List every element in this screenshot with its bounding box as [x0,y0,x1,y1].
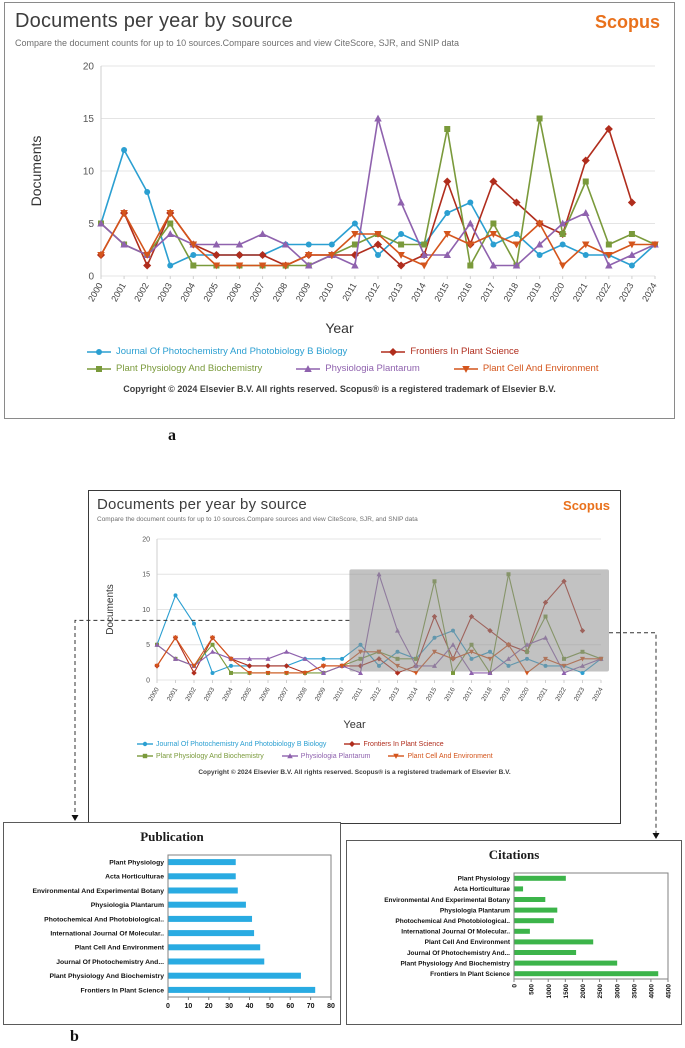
svg-text:Plant Physiology: Plant Physiology [109,859,164,867]
svg-text:2017: 2017 [461,686,476,703]
svg-text:5: 5 [88,219,94,230]
svg-text:Journal Of Photochemistry And.: Journal Of Photochemistry And... [406,949,510,957]
svg-text:Plant Physiology And Biochemis: Plant Physiology And Biochemistry [400,960,510,968]
svg-text:Journal Of Photochemistry And.: Journal Of Photochemistry And... [56,958,164,966]
svg-text:Acta Horticulturae: Acta Horticulturae [105,873,164,881]
svg-text:2000: 2000 [147,686,161,703]
svg-text:2021: 2021 [535,686,550,703]
citations-title: Citations [488,847,540,862]
svg-text:2010: 2010 [316,281,336,304]
publication-panel [3,822,341,1025]
svg-text:2004: 2004 [221,686,235,703]
svg-text:10: 10 [142,606,150,614]
svg-text:2013: 2013 [387,686,402,703]
svg-text:2017: 2017 [478,281,498,304]
svg-text:60: 60 [286,1003,295,1010]
scopus-logo[interactable]: Scopus [594,12,660,32]
svg-text:40: 40 [245,1003,254,1010]
svg-text:2012: 2012 [363,281,382,304]
svg-text:Frontiers In Plant Science: Frontiers In Plant Science [430,970,510,978]
legend-item-1[interactable] [87,346,347,357]
svg-text:2020: 2020 [517,686,531,703]
documents-line-chart [15,50,666,328]
copyright-text: Copyright © 2024 Elsevier B.V. All rights reserved. Scopus® is a registered trademark of Elsevier B.V. [123,384,556,394]
svg-text:80: 80 [327,1003,335,1010]
svg-text:2013: 2013 [386,281,405,304]
legend-label: Physiologia Plantarum [325,363,420,374]
chart-subtitle-small: Compare the document counts for up to 10 sources.Compare sources and view CiteScore, SJR, and SNIP data [97,516,418,523]
svg-text:1500: 1500 [562,984,570,999]
svg-text:0: 0 [146,677,150,685]
scopus-logo-small[interactable]: Scopus [563,498,610,513]
svg-text:2004: 2004 [178,281,198,304]
chart-legend [15,346,664,374]
svg-text:0: 0 [166,1003,170,1010]
svg-text:0: 0 [511,984,519,988]
svg-text:2010: 2010 [332,686,346,703]
svg-text:2009: 2009 [313,686,328,703]
svg-text:2016: 2016 [443,686,457,703]
svg-text:Physiologia Plantarum: Physiologia Plantarum [90,902,164,910]
svg-text:2016: 2016 [455,281,475,304]
svg-text:2005: 2005 [239,686,254,703]
figure-label-a: a [168,427,176,444]
svg-text:2009: 2009 [293,281,313,304]
svg-text:2015: 2015 [432,281,451,304]
chart-legend-small [97,740,612,760]
svg-text:10: 10 [82,166,94,178]
scopus-panel-b [88,490,621,824]
svg-text:2024: 2024 [591,686,605,703]
svg-text:Frontiers In Plant Science: Frontiers In Plant Science [80,987,164,995]
svg-text:Plant Physiology: Plant Physiology [457,875,510,883]
legend-item-4[interactable] [296,363,420,374]
svg-text:4000: 4000 [648,984,656,999]
x-axis-title: Year [325,320,354,336]
svg-text:International Journal Of Molec: International Journal Of Molecular.. [50,930,164,938]
legend-marker-icon [381,347,405,357]
svg-text:20: 20 [142,536,150,544]
svg-text:Plant Physiology And Biochemis: Plant Physiology And Biochemistry [49,973,164,981]
legend-item-3[interactable] [137,752,264,760]
svg-text:Plant Cell And Environment: Plant Cell And Environment [424,939,510,947]
legend-item-5[interactable] [388,752,492,760]
legend-label: Plant Cell And Environment [407,752,493,760]
legend-marker-icon [137,752,153,760]
svg-text:Photochemical And Photobiologi: Photochemical And Photobiological.. [44,916,164,924]
svg-text:Photochemical And Photobiologi: Photochemical And Photobiological.. [395,917,510,925]
svg-text:3000: 3000 [614,984,622,999]
svg-text:2014: 2014 [409,281,428,304]
legend-row [87,346,664,357]
svg-text:2020: 2020 [547,281,567,304]
svg-text:2015: 2015 [424,686,439,703]
svg-text:2019: 2019 [524,281,544,304]
svg-text:2001: 2001 [109,281,128,304]
chart-title-small: Documents per year by source [97,496,307,513]
legend-item-5[interactable] [454,363,599,374]
svg-text:Acta Horticulturae: Acta Horticulturae [453,886,510,894]
legend-marker-icon [137,740,153,748]
publication-bar-chart [5,849,339,1021]
legend-marker-icon [282,752,298,760]
svg-text:20: 20 [82,61,94,73]
svg-text:2022: 2022 [593,281,613,304]
chart-subtitle: Compare the document counts for up to 10 sources.Compare sources and view CiteScore, SJR, and SNIP data [15,38,460,48]
svg-text:Plant Cell And Environment: Plant Cell And Environment [74,944,164,952]
svg-text:2006: 2006 [224,281,244,304]
svg-text:2000: 2000 [86,281,105,304]
citations-panel [346,840,682,1025]
svg-text:2002: 2002 [184,686,198,703]
svg-text:2001: 2001 [165,686,180,703]
legend-label: Frontiers In Plant Science [363,740,444,748]
chart-title: Documents per year by source [15,10,293,32]
legend-label: Physiologia Plantarum [300,752,371,760]
legend-row [87,363,664,374]
svg-text:2019: 2019 [498,686,513,703]
svg-text:2007: 2007 [247,281,267,304]
svg-text:2008: 2008 [270,281,290,304]
legend-row [137,740,612,748]
svg-text:70: 70 [306,1003,315,1010]
publication-title: Publication [140,829,204,844]
legend-marker-icon [296,364,320,374]
svg-text:15: 15 [82,114,94,125]
svg-text:3500: 3500 [631,984,639,999]
svg-text:10: 10 [184,1003,193,1010]
svg-text:15: 15 [142,571,150,579]
legend-label: Frontiers In Plant Science [410,346,520,357]
svg-text:30: 30 [225,1003,234,1010]
svg-text:2018: 2018 [480,686,494,703]
svg-text:50: 50 [265,1003,274,1010]
svg-text:5: 5 [146,642,150,650]
svg-text:Environmental And Experimental: Environmental And Experimental Botany [32,887,164,895]
svg-text:2011: 2011 [340,281,359,303]
svg-text:2023: 2023 [616,281,636,304]
svg-text:International Journal Of Molec: International Journal Of Molecular.. [401,928,510,936]
legend-row [137,752,612,760]
legend-item-2[interactable] [344,740,443,748]
citations-bar-chart [348,867,680,1019]
svg-text:2014: 2014 [406,686,420,703]
svg-text:Documents: Documents [28,135,44,207]
legend-item-2[interactable] [381,346,519,357]
panel-a-header [15,10,664,33]
copyright-text-small: Copyright © 2024 Elsevier B.V. All rights reserved. Scopus® is a registered trademark of Elsevier B.V. [198,769,511,776]
svg-text:Physiologia Plantarum: Physiologia Plantarum [439,907,510,915]
svg-text:Documents: Documents [105,584,116,635]
legend-marker-icon [87,364,111,374]
svg-text:1000: 1000 [545,984,553,999]
legend-label: Journal Of Photochemistry And Photobiology B Biology [156,740,327,748]
svg-text:2024: 2024 [640,281,659,304]
x-axis-title-small: Year [343,719,366,731]
svg-text:2003: 2003 [155,281,174,304]
svg-text:20: 20 [204,1003,213,1010]
legend-marker-icon [388,752,404,760]
svg-text:2006: 2006 [258,686,272,703]
svg-text:2005: 2005 [201,281,221,304]
legend-item-3[interactable] [87,363,262,374]
svg-text:500: 500 [528,984,536,995]
svg-text:2003: 2003 [202,686,217,703]
legend-label: Plant Physiology And Biochemistry [156,752,264,760]
svg-text:2023: 2023 [572,686,587,703]
svg-text:2500: 2500 [597,984,605,999]
figure-label-b: b [70,1028,79,1045]
svg-text:2011: 2011 [351,686,365,703]
svg-text:2002: 2002 [132,281,151,304]
svg-text:2012: 2012 [369,686,383,703]
legend-label: Plant Cell And Environment [482,363,599,374]
svg-text:2022: 2022 [554,686,568,703]
scopus-panel-a [4,2,675,419]
svg-text:0: 0 [88,271,94,283]
legend-marker-icon [344,740,360,748]
legend-marker-icon [87,347,111,357]
svg-text:4500: 4500 [665,984,673,999]
svg-text:2021: 2021 [570,281,590,304]
legend-label: Plant Physiology And Biochemistry [116,363,263,374]
legend-marker-icon [454,364,478,374]
svg-text:2008: 2008 [295,686,309,703]
svg-text:Environmental And Experimental: Environmental And Experimental Botany [384,896,510,904]
legend-item-1[interactable] [137,740,326,748]
legend-label: Journal Of Photochemistry And Photobiology B Biology [116,346,348,357]
documents-line-chart-small [97,525,612,725]
panel-b-header [97,496,612,513]
svg-text:2007: 2007 [276,686,291,703]
svg-text:2018: 2018 [501,281,521,304]
svg-text:2000: 2000 [580,984,588,999]
legend-item-4[interactable] [282,752,371,760]
